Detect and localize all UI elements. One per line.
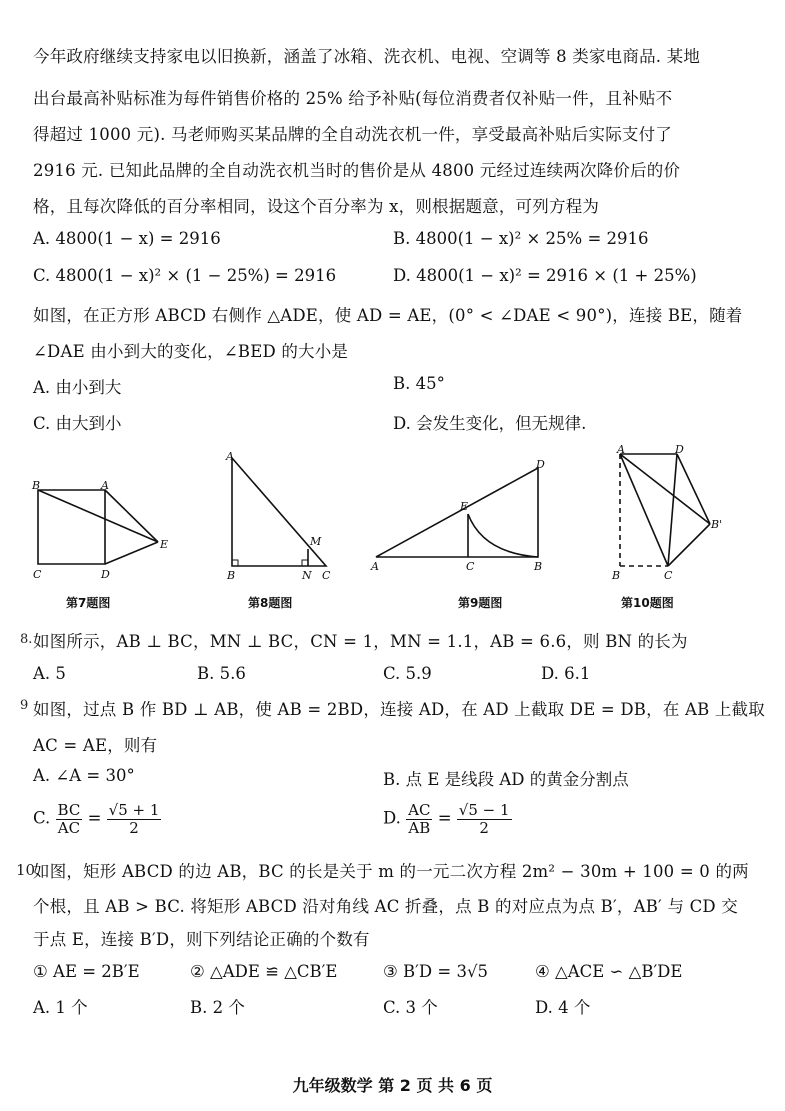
q7-option-a[interactable]: A. 由小到大 xyxy=(33,378,122,397)
figure-8 xyxy=(222,448,337,585)
q9-line-2: AC = AE，则有 xyxy=(33,736,158,755)
q9-option-d-equals: = xyxy=(437,808,452,828)
figure-10 xyxy=(605,444,730,584)
fig7-label-e: E xyxy=(160,538,169,551)
q6-line-4: 2916 元. 已知此品牌的全自动洗衣机当时的售价是从 4800 元经过连续两次降价后的价 xyxy=(33,161,681,180)
fig9-label-b: B xyxy=(534,560,543,573)
q9-option-d-lhs-fraction xyxy=(406,802,432,836)
fig7-label-a: A xyxy=(101,480,109,492)
q9-option-d-prefix: D. xyxy=(383,808,401,828)
q9-option-a[interactable]: A. ∠A = 30° xyxy=(33,766,135,785)
q9-number: 9 xyxy=(20,698,29,713)
q9-option-d-rhs-num: √5 − 1 xyxy=(458,801,510,819)
q9-option-d[interactable] xyxy=(383,802,512,836)
figure-7 xyxy=(28,480,178,585)
q6-option-b[interactable]: B. 4800(1 − x)² × 25% = 2916 xyxy=(393,229,649,248)
fig10-label-c: C xyxy=(664,569,673,582)
q6-line-5: 格，且每次降低的百分率相同，设这个百分率为 x，则根据题意，可列方程为 xyxy=(33,197,600,216)
q9-option-d-rhs-fraction xyxy=(457,802,512,836)
q10-statement-1: ① AE = 2B′E xyxy=(33,962,140,981)
page-footer: 九年级数学 第 2 页 共 6 页 xyxy=(292,1076,493,1095)
q9-option-c-lhs-fraction xyxy=(56,802,83,836)
figure-7-caption: 第7题图 xyxy=(66,596,111,610)
q9-option-c-lhs-den: AC xyxy=(57,818,81,837)
q6-option-c[interactable]: C. 4800(1 − x)² × (1 − 25%) = 2916 xyxy=(33,266,337,285)
figure-9-caption: 第9题图 xyxy=(458,596,503,610)
fig10-label-b-prime: B' xyxy=(711,518,723,531)
q9-option-d-lhs-num: AC xyxy=(408,801,431,819)
q10-option-c[interactable]: C. 3 个 xyxy=(383,998,438,1017)
q9-option-d-rhs-den: 2 xyxy=(479,818,489,837)
fig10-label-a: A xyxy=(617,444,625,456)
figure-8-caption: 第8题图 xyxy=(248,596,293,610)
q6-option-a[interactable]: A. 4800(1 − x) = 2916 xyxy=(33,229,221,248)
q8-option-b[interactable]: B. 5.6 xyxy=(197,664,246,683)
fig10-label-b: B xyxy=(612,569,621,582)
fig7-label-c: C xyxy=(33,568,42,581)
q6-option-d[interactable]: D. 4800(1 − x)² = 2916 × (1 + 25%) xyxy=(393,266,697,285)
q9-option-d-lhs-den: AB xyxy=(408,818,431,837)
fig9-label-a: A xyxy=(371,560,379,573)
q8-number: 8. xyxy=(20,632,33,647)
fig7-label-b: B xyxy=(32,480,41,492)
q9-option-c-prefix: C. xyxy=(33,808,51,828)
fig8-label-b: B xyxy=(227,569,236,582)
q8-text: 如图所示，AB ⊥ BC，MN ⊥ BC，CN = 1，MN = 1.1，AB = 6.6，则 BN 的长为 xyxy=(33,632,688,651)
q7-option-d[interactable]: D. 会发生变化，但无规律. xyxy=(393,414,587,433)
q9-option-c[interactable] xyxy=(33,802,161,836)
q9-option-c-equals: = xyxy=(87,808,102,828)
q9-option-c-rhs-num: √5 + 1 xyxy=(108,801,160,819)
q9-line-1: 如图，过点 B 作 BD ⊥ AB，使 AB = 2BD，连接 AD，在 AD 上截取 DE = DB，在 AB 上截取 xyxy=(33,700,765,719)
q6-line-1: 今年政府继续支持家电以旧换新，涵盖了冰箱、洗衣机、电视、空调等 8 类家电商品. 某地 xyxy=(33,47,701,66)
q10-statement-2: ② △ADE ≌ △CB′E xyxy=(190,962,338,981)
figure-9 xyxy=(368,458,558,575)
fig10-label-d: D xyxy=(675,444,684,456)
q8-option-d[interactable]: D. 6.1 xyxy=(541,664,591,683)
q8-option-c[interactable]: C. 5.9 xyxy=(383,664,432,683)
q10-number: 10. xyxy=(16,861,40,879)
fig7-label-d: D xyxy=(101,568,110,581)
q10-line-3: 于点 E，连接 B′D，则下列结论正确的个数有 xyxy=(33,930,370,949)
q6-line-2: 出台最高补贴标准为每件销售价格的 25% 给予补贴(每位消费者仅补贴一件，且补贴不 xyxy=(33,89,673,108)
figure-10-caption: 第10题图 xyxy=(621,596,674,610)
q9-option-c-lhs-num: BC xyxy=(57,801,81,819)
q7-line-1: 如图，在正方形 ABCD 右侧作 △ADE，使 AD = AE，(0° < ∠DAE < 90°)，连接 BE，随着 xyxy=(33,306,743,325)
fig8-label-c: C xyxy=(322,569,331,582)
q9-option-b[interactable]: B. 点 E 是线段 AD 的黄金分割点 xyxy=(383,770,629,789)
q7-option-c[interactable]: C. 由大到小 xyxy=(33,414,122,433)
fig8-label-a: A xyxy=(226,450,234,463)
q7-option-b[interactable]: B. 45° xyxy=(393,374,445,393)
q10-option-d[interactable]: D. 4 个 xyxy=(535,998,591,1017)
fig8-label-m: M xyxy=(310,535,322,548)
q10-statement-4: ④ △ACE ∽ △B′DE xyxy=(535,962,683,981)
q10-line-1: 如图，矩形 ABCD 的边 AB，BC 的长是关于 m 的一元二次方程 2m² − 30m + 100 = 0 的两 xyxy=(33,862,749,881)
fig9-label-e: E xyxy=(460,500,469,513)
q10-statement-3: ③ B′D = 3√5 xyxy=(383,962,488,981)
q10-option-a[interactable]: A. 1 个 xyxy=(33,998,88,1017)
q10-line-2: 个根，且 AB > BC. 将矩形 ABCD 沿对角线 AC 折叠，点 B 的对应点为点 B′，AB′ 与 CD 交 xyxy=(33,897,738,916)
fig8-label-n: N xyxy=(302,569,312,582)
q10-option-b[interactable]: B. 2 个 xyxy=(190,998,245,1017)
q7-line-2: ∠DAE 由小到大的变化，∠BED 的大小是 xyxy=(33,342,349,361)
q8-option-a[interactable]: A. 5 xyxy=(33,664,66,683)
q6-line-3: 得超过 1000 元). 马老师购买某品牌的全自动洗衣机一件，享受最高补贴后实际支付了 xyxy=(33,125,673,144)
fig9-label-d: D xyxy=(536,458,545,471)
q9-option-c-rhs-den: 2 xyxy=(129,818,139,837)
q9-option-c-rhs-fraction xyxy=(107,802,162,836)
fig9-label-c: C xyxy=(466,560,475,573)
